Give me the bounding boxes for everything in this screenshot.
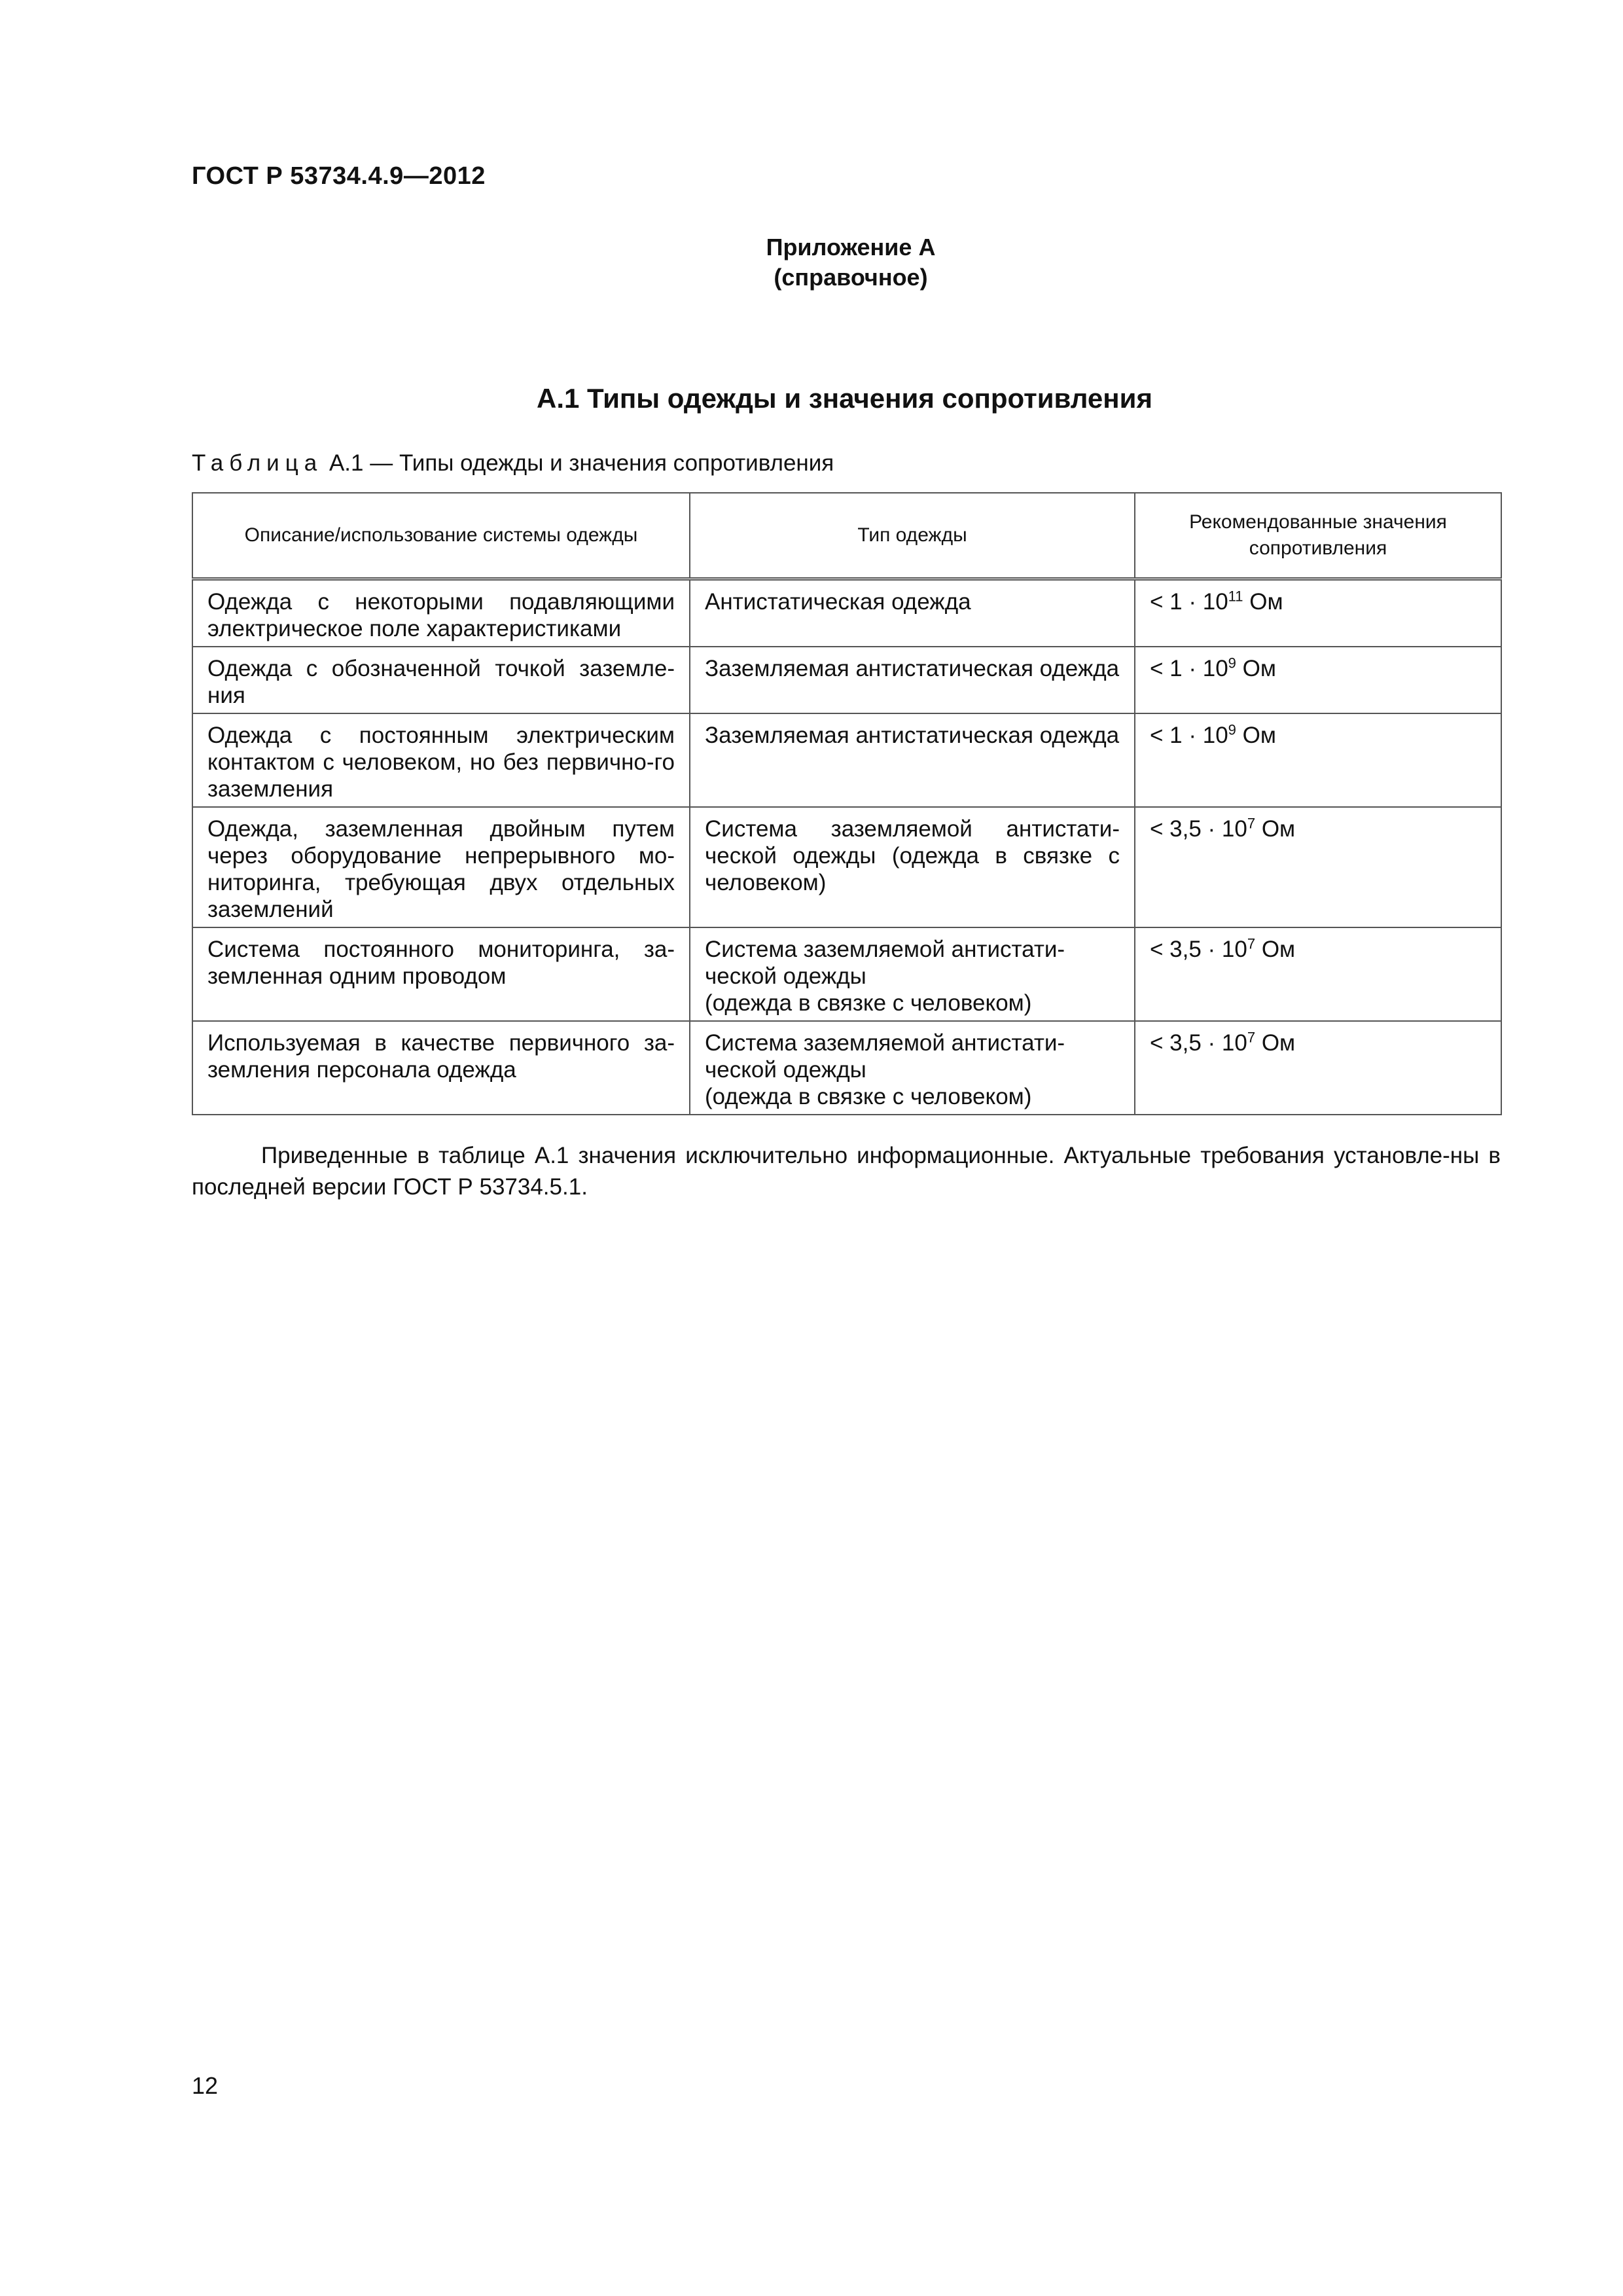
cell-description: Одежда с постоянным электрическим контактом с человеком, но без первично-го заземления [192,713,690,807]
table-caption-text: А.1 — Типы одежды и значения сопротивления [323,450,834,476]
cell-type: Антистатическая одежда [690,579,1135,647]
resistance-exponent: 9 [1228,721,1236,738]
appendix-subtitle: (справочное) [774,264,928,291]
section-title: А.1 Типы одежды и значения сопротивления [537,383,1152,414]
table-row [192,647,1501,713]
resistance-unit: Ом [1255,1030,1296,1056]
resistance-table [192,492,1502,1115]
cell-type-line: (одежда в связке с человеком) [705,1084,1032,1109]
table-row [192,713,1501,807]
cell-resistance [1135,647,1501,713]
resistance-prefix: < 1 · 10 [1150,589,1228,615]
cell-type [690,1021,1135,1115]
resistance-prefix: < 3,5 · 10 [1150,1030,1247,1056]
table-row [192,1021,1501,1115]
table-caption [192,450,834,476]
resistance-prefix: < 1 · 10 [1150,656,1228,681]
cell-type: Заземляемая антистатическая одежда [690,713,1135,807]
cell-description: Одежда с некоторыми подавляющими электрическое поле характеристиками [192,579,690,647]
resistance-prefix: < 3,5 · 10 [1150,937,1247,962]
document-header: ГОСТ Р 53734.4.9—2012 [192,162,486,190]
cell-type: Система заземляемой антистати-ческой одежды (одежда в связке с человеком) [690,807,1135,927]
resistance-exponent: 7 [1247,815,1256,832]
resistance-unit: Ом [1236,656,1276,681]
cell-description: Система постоянного мониторинга, за-земленная одним проводом [192,927,690,1021]
header-type: Тип одежды [690,493,1135,579]
cell-resistance [1135,1021,1501,1115]
cell-type: Заземляемая антистатическая одежда [690,647,1135,713]
page-number: 12 [192,2072,219,2099]
cell-description: Используемая в качестве первичного за-земления персонала одежда [192,1021,690,1115]
cell-type-line: (одежда в связке с человеком) [705,990,1032,1016]
cell-type-line: Система заземляемой антистати-ческой одежды [705,1030,1065,1083]
cell-description: Одежда с обозначенной точкой заземле-ния [192,647,690,713]
table-caption-prefix: Таблица [192,450,323,476]
resistance-unit: Ом [1255,937,1296,962]
cell-resistance [1135,579,1501,647]
table-header-row [192,493,1501,579]
cell-type-line: Система заземляемой антистати-ческой одежды [705,937,1065,989]
resistance-prefix: < 3,5 · 10 [1150,816,1247,842]
resistance-exponent: 7 [1247,935,1256,952]
table-row [192,807,1501,927]
cell-description: Одежда, заземленная двойным путем через оборудование непрерывного мо-ниторинга, требующая двух отдельных заземлений [192,807,690,927]
header-description: Описание/использование системы одежды [192,493,690,579]
table-row [192,927,1501,1021]
cell-resistance [1135,713,1501,807]
cell-resistance [1135,807,1501,927]
appendix-heading [707,232,995,293]
resistance-exponent: 11 [1228,588,1243,605]
resistance-unit: Ом [1236,723,1276,748]
cell-resistance [1135,927,1501,1021]
resistance-unit: Ом [1255,816,1296,842]
table-row [192,579,1501,647]
resistance-exponent: 7 [1247,1029,1256,1046]
resistance-exponent: 9 [1228,655,1236,672]
resistance-unit: Ом [1243,589,1283,615]
appendix-title: Приложение А [766,234,936,260]
table-note: Приведенные в таблице А.1 значения исключительно информационные. Актуальные требования установле-ны в последней версии ГОСТ Р 53734.5.1. [192,1143,1501,1200]
header-resistance: Рекомендованные значения сопротивления [1135,493,1501,579]
cell-type [690,927,1135,1021]
resistance-prefix: < 1 · 10 [1150,723,1228,748]
